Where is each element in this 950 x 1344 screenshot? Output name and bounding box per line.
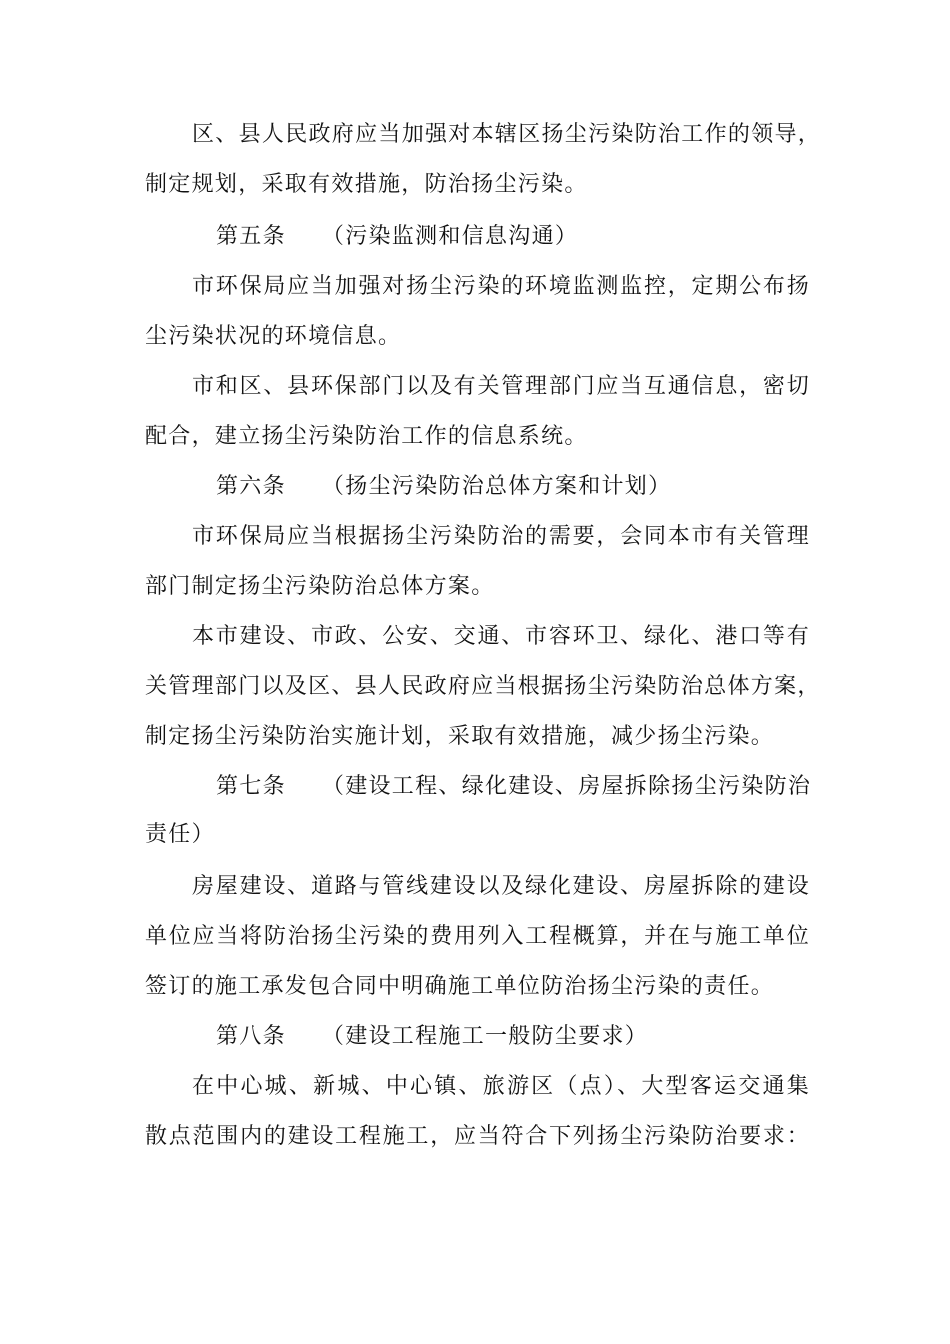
article-number: 第六条 [216,474,286,499]
paragraph-line: 尘污染状况的环境信息。 [145,324,402,349]
article-title: （建设工程、绿化建设、房屋拆除扬尘污染防治 [321,774,812,799]
article-title: （扬尘污染防治总体方案和计划） [321,474,672,499]
paragraph-line: 制定扬尘污染防治实施计划，采取有效措施，减少扬尘污染。 [145,724,775,749]
paragraph-line: 本市建设、市政、公安、交通、市容环卫、绿化、港口等有 [192,624,810,649]
paragraph-line: 配合，建立扬尘污染防治工作的信息系统。 [145,424,588,449]
article-heading [216,472,810,502]
paragraph-line: 房屋建设、道路与管线建设以及绿化建设、房屋拆除的建设 [192,874,810,899]
article-number: 第八条 [216,1024,286,1049]
article-heading [216,772,810,802]
paragraph-line: 散点范围内的建设工程施工，应当符合下列扬尘污染防治要求： [145,1124,810,1149]
paragraph-line: 市环保局应当加强对扬尘污染的环境监测监控，定期公布扬 [192,274,810,299]
article-heading [216,1022,810,1052]
article-heading [216,222,810,252]
paragraph-line: 制定规划，采取有效措施，防治扬尘污染。 [145,172,588,197]
article-number: 第七条 [216,774,286,799]
article-title: （污染监测和信息沟通） [321,224,579,249]
paragraph-line: 区、县人民政府应当加强对本辖区扬尘污染防治工作的领导， [192,122,822,147]
paragraph-line: 部门制定扬尘污染防治总体方案。 [145,574,495,599]
paragraph-line: 单位应当将防治扬尘污染的费用列入工程概算，并在与施工单位 [145,924,810,949]
paragraph-line: 市环保局应当根据扬尘污染防治的需要，会同本市有关管理 [192,524,810,549]
paragraph-line: 责任） [145,822,215,847]
paragraph-line: 签订的施工承发包合同中明确施工单位防治扬尘污染的责任。 [145,974,775,999]
article-number: 第五条 [216,224,286,249]
paragraph-line: 在中心城、新城、中心镇、旅游区（点）、大型客运交通集 [192,1074,810,1099]
article-title: （建设工程施工一般防尘要求） [321,1024,649,1049]
paragraph-line: 市和区、县环保部门以及有关管理部门应当互通信息，密切 [192,374,810,399]
paragraph-line: 关管理部门以及区、县人民政府应当根据扬尘污染防治总体方案， [145,674,821,699]
